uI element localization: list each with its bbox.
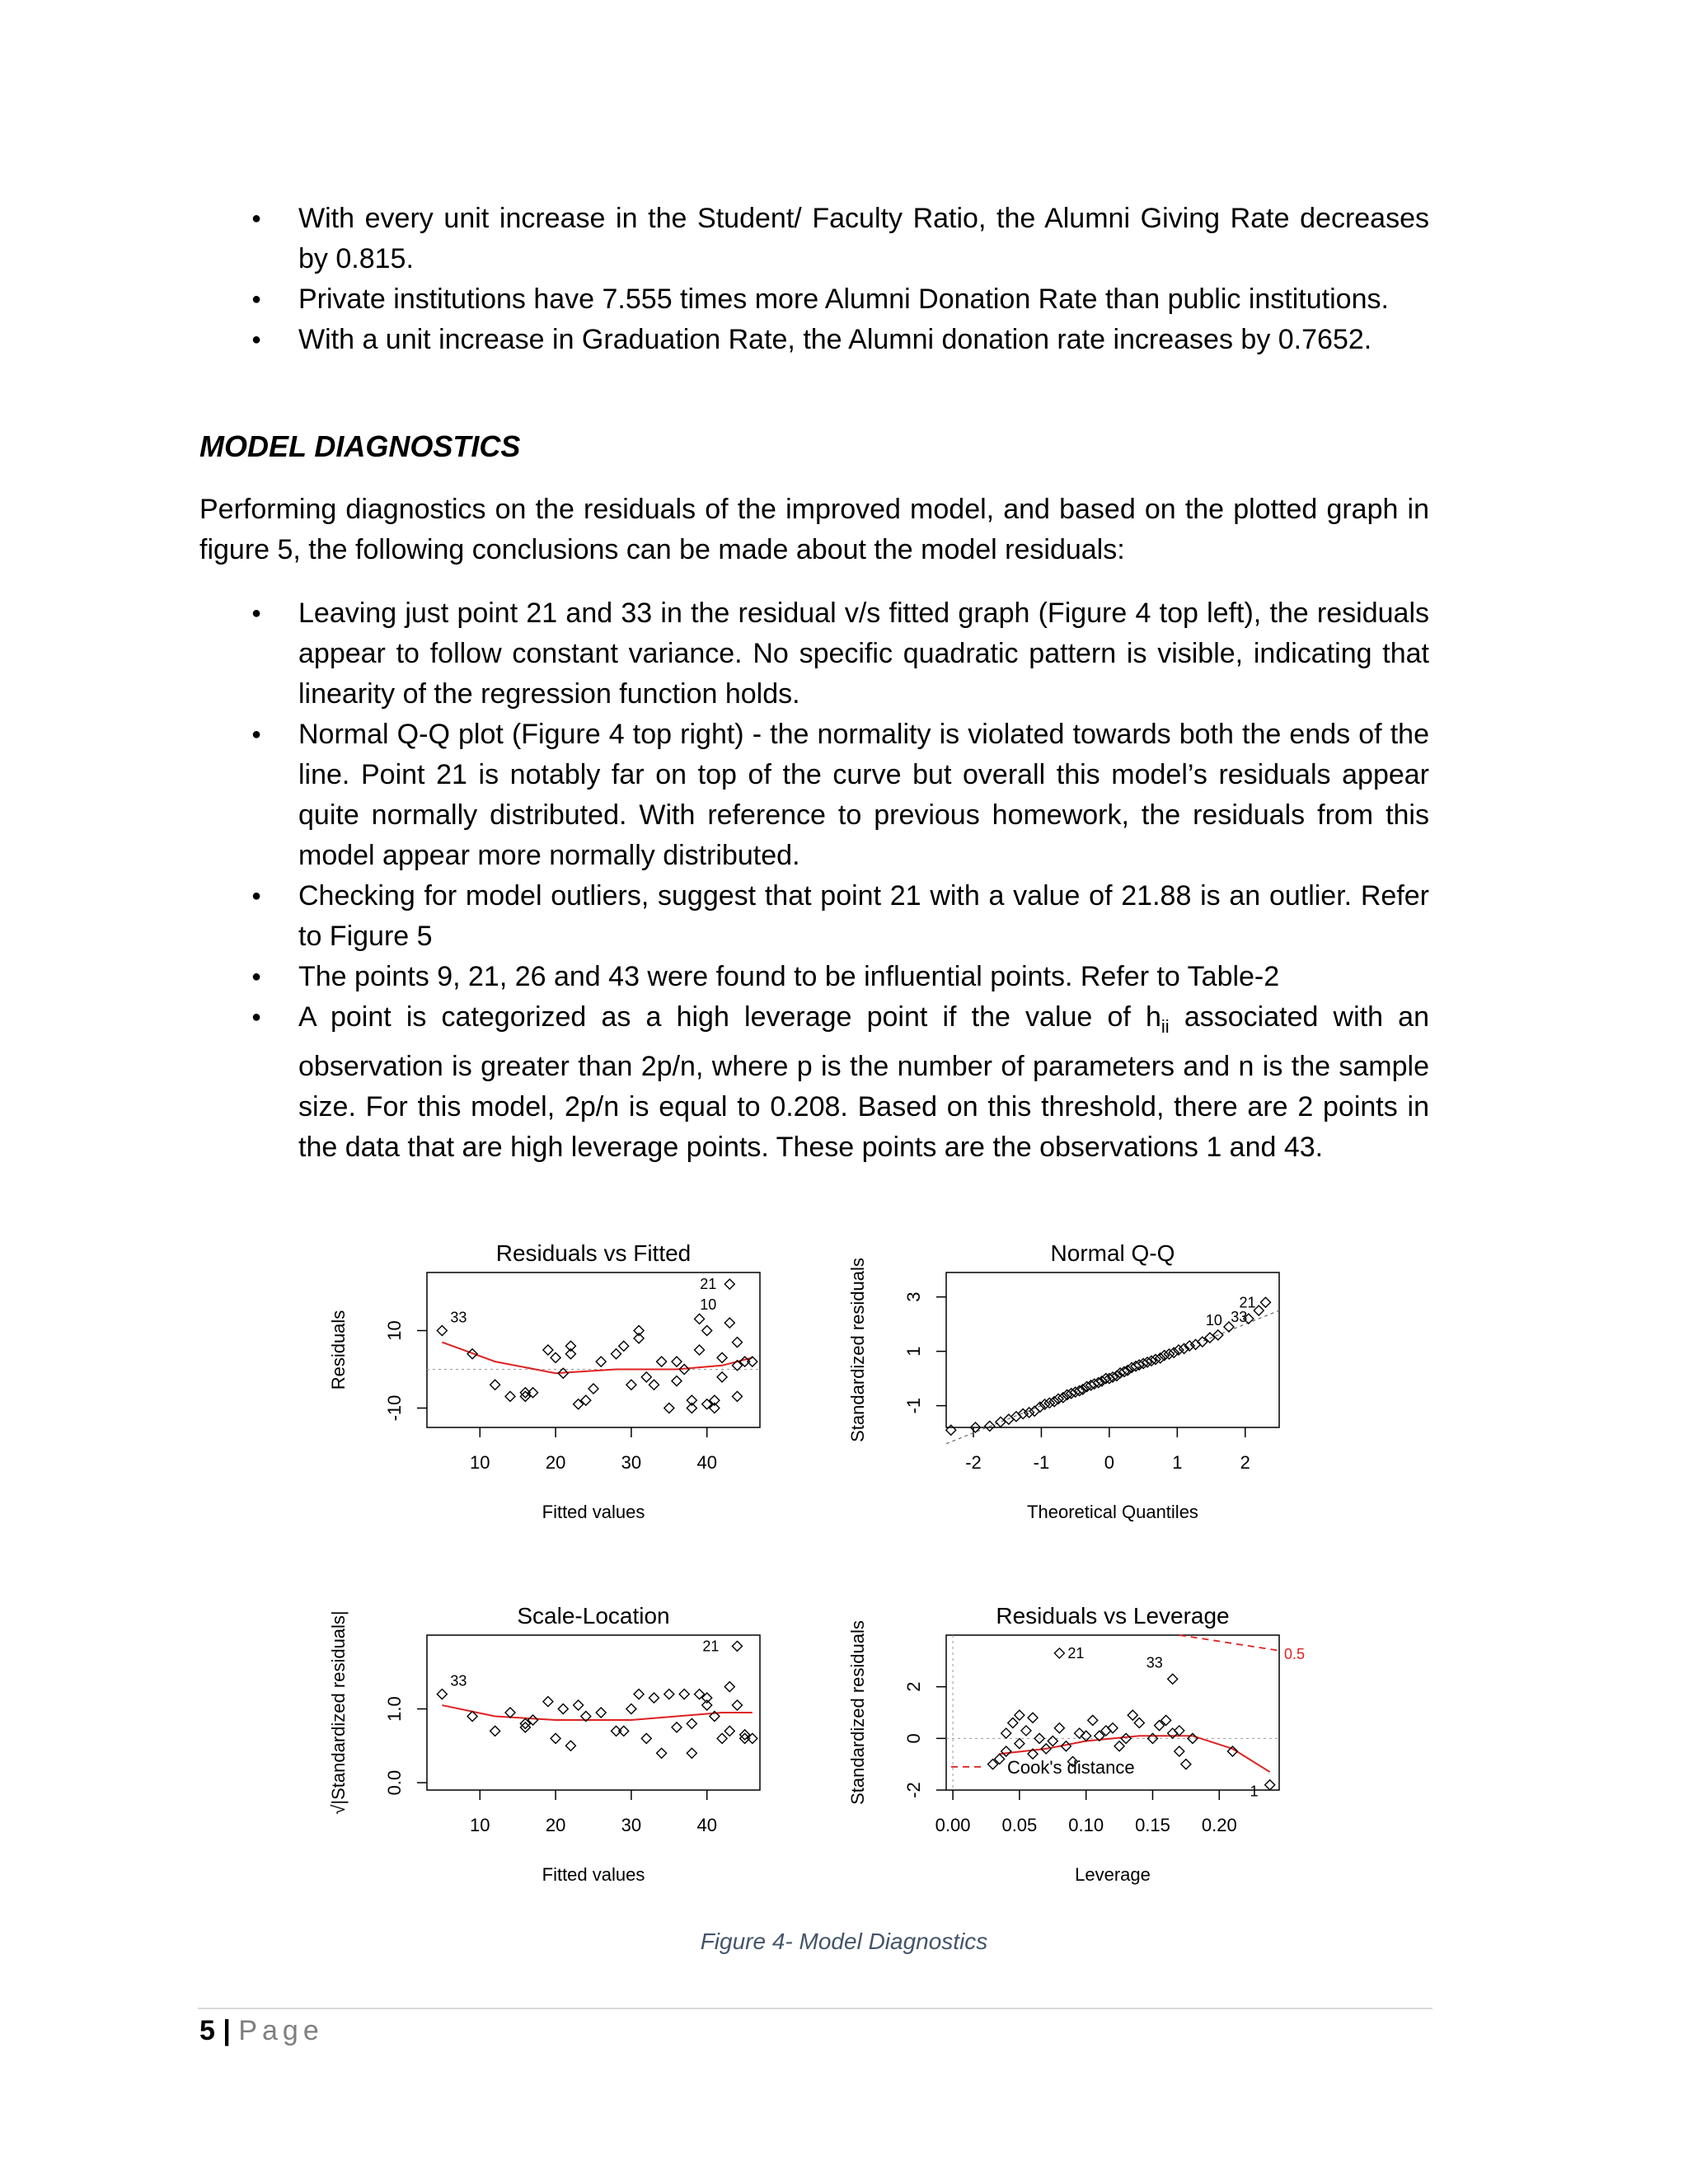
data-point [687,1718,696,1728]
data-point [1265,1780,1275,1790]
y-tick-label: 0.0 [384,1769,405,1796]
chart-title: Scale-Location [517,1603,670,1629]
data-point [1128,1710,1137,1720]
data-point [657,1748,667,1758]
point-label: 33 [1231,1309,1248,1326]
leverage-text-2: associated with an observation is greater than 2p/n, where p is the number of parameters and n is the sample size. For this model, 2p/n is equal to 0.208. Based on this threshold, there are 2 points in the data that are high leverage points. These points are the observations 1 and 43. [298,1001,1429,1163]
data-point [1001,1728,1011,1738]
y-tick-label: 2 [903,1681,924,1692]
x-tick-label: 0.20 [1201,1815,1237,1835]
data-point [687,1748,696,1758]
data-point [551,1352,560,1362]
x-tick-label: 30 [621,1815,642,1835]
data-point [490,1726,500,1736]
data-point [724,1726,734,1736]
data-point [732,1338,742,1347]
bullet-item-leverage [298,997,1429,1168]
data-point [695,1314,705,1324]
point-label: 10 [700,1296,717,1314]
data-point [717,1733,727,1743]
leverage-text-1: A point is categorized as a high leverage point if the value of h [298,1001,1161,1033]
residuals-vs-fitted-panel [328,1240,760,1522]
x-tick-label: 30 [621,1452,642,1473]
data-point [1164,1349,1174,1359]
figure-caption: Figure 4- Model Diagnostics [700,1929,988,1954]
y-axis-label: Residuals [328,1310,349,1390]
smoother-line [442,1343,752,1374]
data-point [565,1741,575,1750]
x-tick-label: 0 [1104,1452,1115,1473]
bullet-list-coefficients [298,199,1429,360]
x-tick-label: -1 [1033,1452,1050,1473]
data-point [1134,1718,1144,1728]
residuals-vs-leverage-panel [847,1603,1305,1885]
data-point [1001,1746,1011,1756]
data-point [724,1682,734,1692]
data-point [1054,1648,1064,1658]
footer-separator: | [223,2015,231,2046]
x-tick-label: 2 [1240,1452,1250,1473]
y-tick-label: 0 [903,1733,924,1744]
x-tick-label: 40 [696,1452,717,1473]
data-point [1261,1297,1271,1307]
data-point [1044,1398,1054,1408]
data-point [1168,1674,1178,1684]
y-tick-label: 1 [903,1346,924,1357]
data-point [649,1380,659,1390]
bullet-item: ● Normal Q-Q plot (Figure 4 top right) - the normality is violated towards both the ends of the line. Point 21 is notably far on top of the curve but overall this model’s residuals appear quite normally distributed. With reference to previous homework, the residuals from this model appear more normally distributed. [298,715,1429,876]
x-tick-label: 1 [1172,1452,1183,1473]
data-point [437,1326,447,1336]
data-point [1048,1736,1057,1746]
data-point [702,1700,712,1710]
data-point [946,1425,956,1435]
data-point [505,1391,515,1401]
page-number: 5 [199,2015,215,2046]
y-tick-label: -2 [903,1782,924,1798]
data-point [1021,1726,1031,1736]
point-label: 21 [1067,1644,1085,1661]
data-point [664,1690,674,1699]
data-point [649,1693,659,1703]
data-point [1181,1760,1191,1769]
x-axis-label: Fitted values [542,1502,645,1522]
data-point [574,1700,584,1710]
data-point [543,1697,553,1707]
data-point [588,1384,598,1394]
leverage-subscript: ii [1160,1015,1170,1037]
data-point [558,1704,568,1714]
x-tick-label: 0.15 [1135,1815,1170,1835]
y-axis-label: Standardized residuals [847,1620,868,1805]
scale-location-panel [328,1603,760,1885]
data-point [543,1345,553,1355]
data-point [641,1372,651,1382]
x-tick-label: -2 [965,1452,982,1473]
data-point [1114,1741,1124,1751]
page-footer [199,2015,324,2047]
data-point [740,1733,750,1743]
cooks-distance-line [1179,1635,1279,1651]
data-point [490,1380,500,1390]
data-point [664,1404,674,1413]
chart-title: Residuals vs Fitted [495,1240,692,1266]
page-label: Page [238,2015,324,2046]
bullet-item: ● The points 9, 21, 26 and 43 were found to be influential points. Refer to Table-2 [298,957,1429,997]
data-point [1008,1718,1018,1728]
point-label: 33 [1146,1654,1163,1671]
data-point [657,1357,667,1366]
data-point [551,1733,560,1743]
data-point [1015,1739,1025,1749]
plot-frame [946,1272,1279,1427]
data-point [1108,1723,1118,1733]
data-point [626,1380,636,1390]
data-point [1081,1731,1091,1741]
data-point [612,1349,621,1359]
data-point [732,1641,742,1651]
x-axis-label: Theoretical Quantiles [1027,1502,1198,1522]
bullet-item: ● With every unit increase in the Student/ Faculty Ratio, the Alumni Giving Rate decreases by 0.815. [298,199,1429,279]
y-tick-label: -1 [903,1397,924,1414]
smoother-line [442,1705,752,1720]
data-point [1075,1728,1085,1738]
point-label: 21 [1239,1294,1256,1311]
data-point [505,1708,515,1718]
point-label: 33 [450,1672,467,1690]
data-point [1175,1726,1184,1736]
bullet-list-diagnostics [298,593,1429,1168]
section-heading: MODEL DIAGNOSTICS [199,429,521,463]
cooks-distance-label: Cook's distance [1007,1756,1135,1778]
x-tick-label: 10 [470,1815,490,1835]
data-point [1054,1723,1064,1733]
data-point [520,1722,530,1732]
point-label: 10 [1205,1312,1222,1329]
x-axis-label: Fitted values [542,1864,645,1885]
data-point [619,1341,629,1351]
bullet-item: ● Checking for model outliers, suggest that point 21 with a value of 21.88 is an outlier. Refer to Figure 5 [298,876,1429,957]
y-tick-label: 1.0 [384,1696,405,1722]
data-point [672,1722,682,1732]
data-point [626,1704,636,1714]
data-point [732,1391,742,1401]
bullet-item: ● With a unit increase in Graduation Rate, the Alumni donation rate increases by 0.7652. [298,320,1429,360]
data-point [1168,1728,1178,1738]
diagnostics-figure [312,1235,1350,1894]
data-point [679,1690,689,1699]
x-tick-label: 20 [545,1452,566,1473]
x-tick-label: 40 [696,1815,717,1835]
x-tick-label: 0.00 [935,1815,971,1835]
data-point [612,1726,621,1736]
data-point [1028,1713,1038,1722]
x-tick-label: 0.10 [1068,1815,1104,1835]
point-label: 33 [450,1309,467,1326]
data-point [641,1733,651,1743]
data-point [1088,1715,1098,1725]
x-tick-label: 10 [470,1452,490,1473]
data-point [724,1279,734,1289]
data-point [634,1690,644,1699]
data-point [619,1726,629,1736]
data-point [717,1372,727,1382]
bullet-item: ● Leaving just point 21 and 33 in the residual v/s fitted graph (Figure 4 top left), the residuals appear to follow constant variance. No specific quadratic pattern is visible, indicating that linearity of the regression function holds. [298,593,1429,715]
data-point [520,1388,530,1398]
y-tick-label: -10 [384,1394,405,1422]
y-tick-label: 3 [903,1291,924,1302]
data-point [596,1708,606,1718]
point-label: 21 [700,1276,717,1293]
data-point [672,1376,682,1386]
chart-title: Normal Q-Q [1050,1240,1175,1266]
y-axis-label: √|Standardized residuals| [328,1610,349,1815]
normal-qq-panel [847,1240,1279,1522]
cooks-contour-label: 0.5 [1284,1645,1306,1662]
data-point [437,1690,447,1699]
y-tick-label: 10 [384,1320,405,1341]
x-tick-label: 20 [545,1815,566,1835]
data-point [1029,1406,1039,1416]
data-point [724,1318,734,1328]
x-tick-label: 0.05 [1001,1815,1038,1835]
point-label: 1 [1250,1783,1259,1800]
x-axis-label: Leverage [1075,1864,1151,1885]
y-axis-label: Standardized residuals [847,1258,868,1442]
data-point [672,1357,682,1366]
data-point [702,1326,712,1336]
data-point [1015,1710,1025,1720]
data-point [717,1352,727,1362]
data-point [732,1700,742,1710]
data-point [695,1345,705,1355]
data-point [596,1357,606,1366]
chart-title: Residuals vs Leverage [996,1603,1230,1629]
point-label: 21 [702,1638,720,1655]
footer-divider [198,2008,1432,2009]
intro-paragraph: Performing diagnostics on the residuals of the improved model, and based on the plotted graph in figure 5, the following conclusions can be made about the model residuals: [199,494,1429,565]
data-point [1175,1746,1184,1756]
bullet-item: ● Private institutions have 7.555 times more Alumni Donation Rate than public institutions. [298,279,1429,320]
